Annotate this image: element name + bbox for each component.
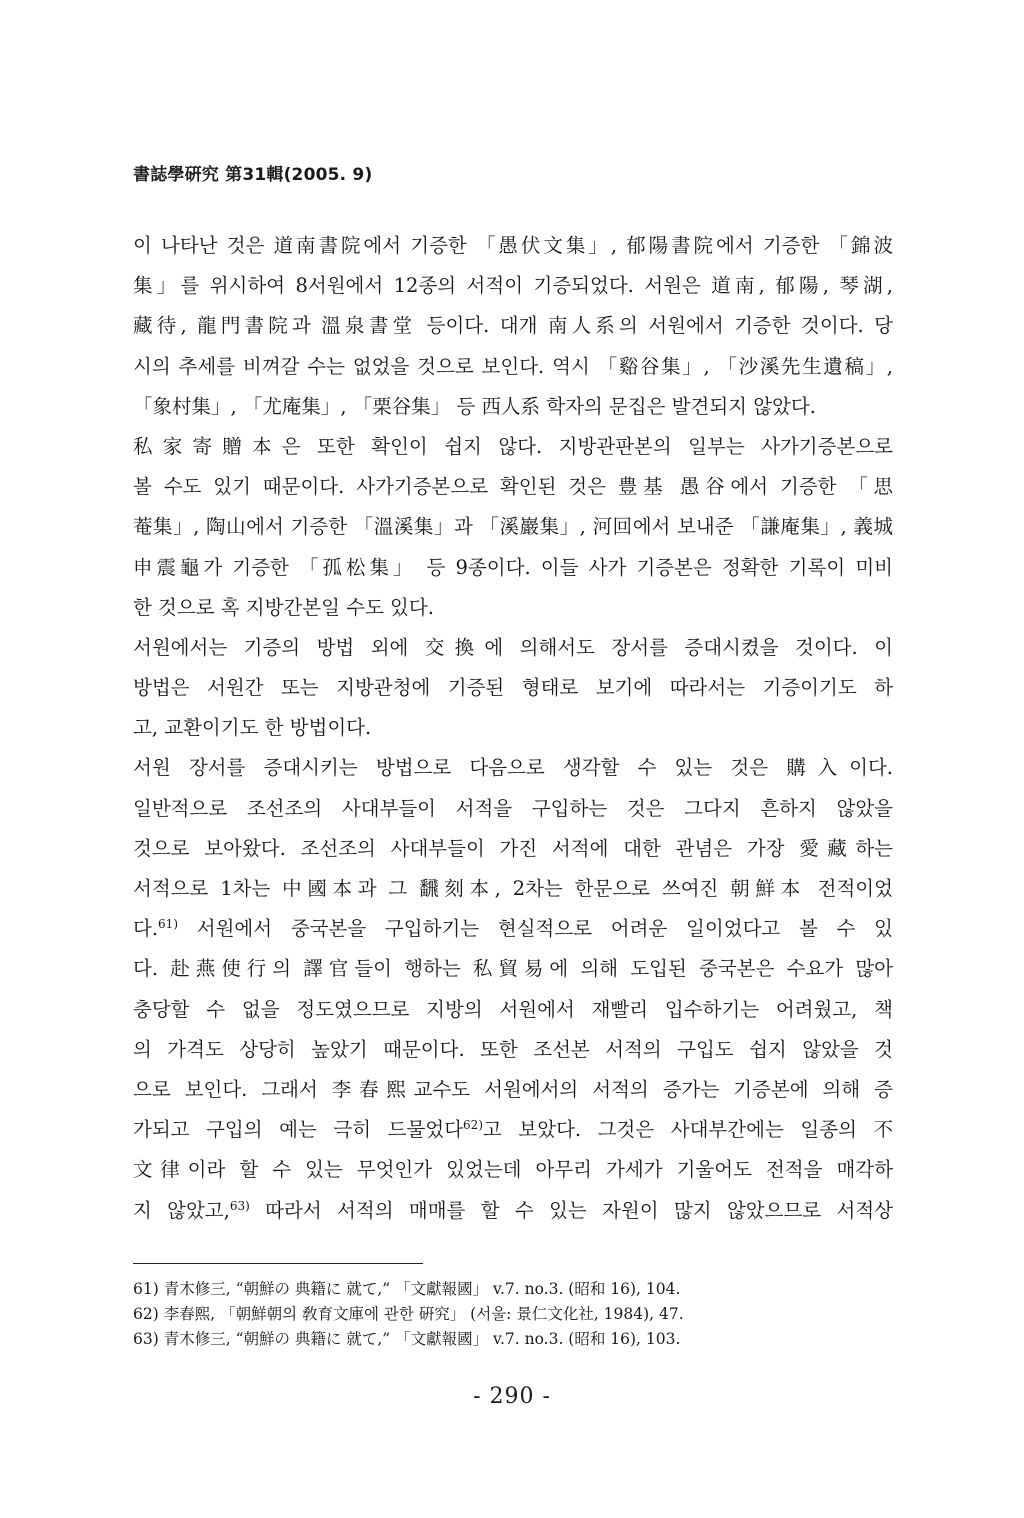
text-line: 고, 교환이기도 한 방법이다. — [133, 716, 372, 740]
text-line: 서적으로 1차는 中國本과 그 飜刻本, 2차는 한문으로 쓰여진 朝鮮本 전적이었 — [133, 877, 893, 900]
footnote — [133, 1327, 893, 1352]
text-line: 일반적으로 조선조의 사대부들이 서적을 구입하는 것은 그다지 흔하지 않았을 — [133, 796, 893, 820]
footnote-number: 61) — [133, 1280, 159, 1298]
note-ref-63[interactable]: 63) — [229, 1198, 250, 1213]
text-line: 방법은 서원간 또는 지방관청에 기증된 형태로 보기에 따라서는 기증이기도 하 — [133, 676, 893, 700]
running-head: 書誌學硏究 第31輯(2005. 9) — [133, 165, 373, 185]
footnote-number: 63) — [133, 1330, 159, 1348]
page-number: - 290 - — [473, 1384, 551, 1409]
text-line: 私家寄贈本은 또한 확인이 쉽지 않다. 지방관판본의 일부는 사가기증본으로 — [133, 434, 893, 458]
text-line: 文律이라 할 수 있는 무엇인가 있었는데 아무리 가세가 기울어도 전적을 매각하 — [133, 1158, 893, 1182]
note-ref-61[interactable]: 61) — [158, 917, 178, 932]
text-line: 「象村集」, 「尤庵集」, 「栗谷集」 등 西人系 학자의 문집은 발견되지 않았다. — [133, 394, 816, 418]
text-line: 으로 보인다. 그래서 李春熙교수도 서원에서의 서적의 증가는 기증본에 의해 증 — [133, 1077, 893, 1101]
text-line: 集」를 위시하여 8서원에서 12종의 서적이 기증되었다. 서원은 道南, 郁陽, 琴湖, — [133, 274, 893, 298]
text-line: 藏待, 龍門書院과 溫泉書堂 등이다. 대개 南人系의 서원에서 기증한 것이다. 당 — [133, 314, 893, 338]
text-line: 지 않았고,$^{63)}$ 따라서 서적의 매매를 할 수 있는 자원이 많지 않았으므로 서적상 — [133, 1198, 893, 1222]
text-line: 의 가격도 상당히 높았기 때문이다. 또한 조선본 서적의 구입도 쉽지 않았을 것 — [133, 1037, 893, 1061]
text-line: 충당할 수 없을 정도였으므로 지방의 서원에서 재빨리 입수하기는 어려웠고, 책 — [133, 997, 893, 1021]
text-line: 한 것으로 혹 지방간본일 수도 있다. — [133, 595, 434, 619]
text-line: 菴集」, 陶山에서 기증한 「溫溪集」과 「溪巖集」, 河回에서 보내준 「謙庵集」, 義城 — [133, 515, 893, 539]
text-line: 것으로 보아왔다. 조선조의 사대부들이 가진 서적에 대한 관념은 가장 愛藏하는 — [133, 836, 893, 860]
footnote-number: 62) — [133, 1305, 159, 1323]
text-line: 이 나타난 것은 道南書院에서 기증한 「愚伏文集」, 郁陽書院에서 기증한 「錦波 — [133, 234, 893, 257]
footnote — [133, 1277, 893, 1302]
footnote-separator — [133, 1263, 423, 1264]
footnote-text: 李春熙, 「朝鮮朝의 敎育文庫에 관한 硏究」 (서울: 景仁文化社, 1984), 47. — [163, 1305, 684, 1323]
footnotes — [133, 1277, 893, 1352]
text-line: 申震龜가 기증한 「孤松集」 등 9종이다. 이들 사가 기증본은 정확한 기록이 미비 — [133, 555, 893, 579]
note-ref-62[interactable]: 62) — [463, 1118, 483, 1133]
text-line: 서원에서는 기증의 방법 외에 交換에 의해서도 장서를 증대시켰을 것이다. 이 — [133, 635, 893, 659]
text-line: 서원 장서를 증대시키는 방법으로 다음으로 생각할 수 있는 것은 購入이다. — [133, 756, 893, 780]
text-line: 시의 추세를 비껴갈 수는 없었을 것으로 보인다. 역시 「谿谷集」, 「沙溪先生遺稿」, — [133, 354, 893, 378]
footnote — [133, 1302, 893, 1327]
text-line: 가되고 구입의 예는 극히 드물었다$^{62)}$고 보았다. 그것은 사대부간에는 일종의 不 — [133, 1118, 893, 1142]
text-line: 다. 赴燕使行의 譯官들이 행하는 私貿易에 의해 도입된 중국본은 수요가 많아 — [133, 957, 893, 981]
footnote-text: 青木修三, “朝鮮の 典籍に 就て,” 「文獻報國」 v.7. no.3. (昭和 16), 103. — [163, 1330, 681, 1348]
text-line: 다.$^{61)}$ 서원에서 중국본을 구입하기는 현실적으로 어려운 일이었다고 볼 수 있 — [133, 917, 893, 941]
body-text — [133, 226, 893, 1231]
footnote-text: 青木修三, “朝鮮の 典籍に 就て,” 「文獻報國」 v.7. no.3. (昭和 16), 104. — [163, 1280, 681, 1298]
text-line: 볼 수도 있기 때문이다. 사가기증본으로 확인된 것은 豊基 愚谷에서 기증한 「思 — [133, 475, 893, 499]
